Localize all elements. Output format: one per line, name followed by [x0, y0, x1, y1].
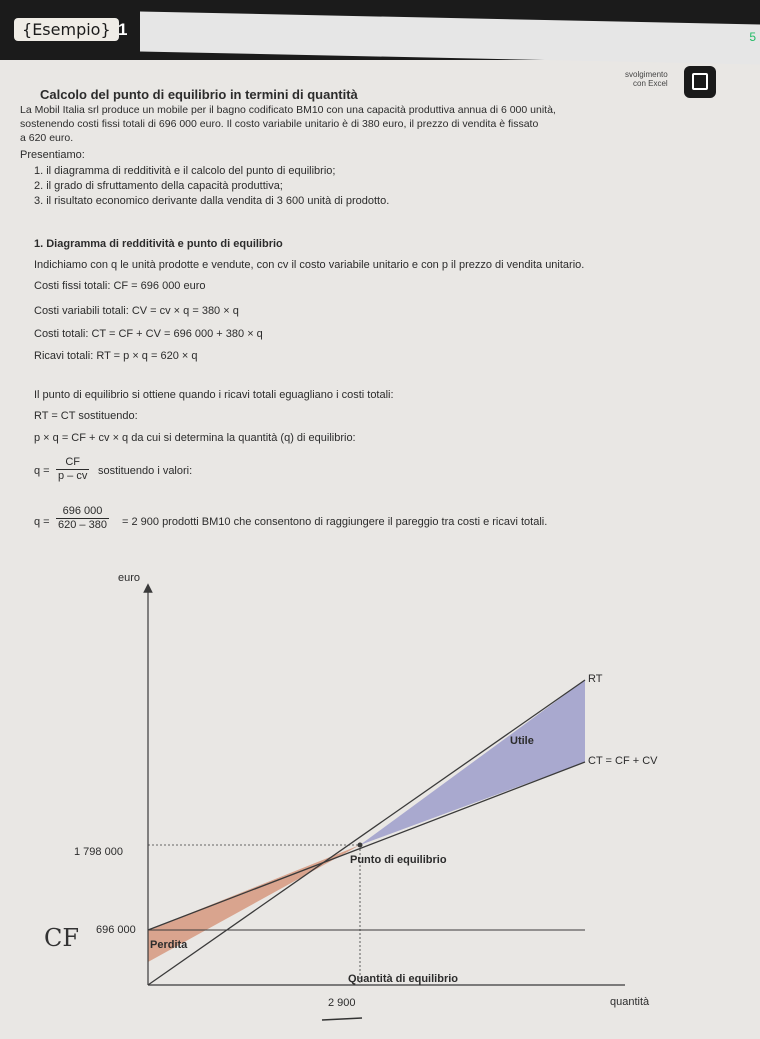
intro-line-2: sostenendo costi fissi totali di 696 000 euro. Il costo variabile unitario è di 380 euro, il prezzo di vendita è fissato — [20, 118, 539, 130]
rt-label: RT — [588, 673, 603, 685]
revenue-line — [148, 680, 585, 985]
equation-3-rest: sostituendo i valori: — [98, 465, 193, 477]
quantity-label: Quantità di equilibrio — [348, 973, 458, 985]
total-costs-formula: Costi totali: CT = CF + CV = 696 000 + 380 × q — [34, 328, 263, 340]
perdita-label: Perdita — [150, 939, 188, 951]
x-tick-break-even: 2 900 — [328, 997, 356, 1009]
list-item: 3. il risultato economico derivante dalla vendita di 3 600 unità di prodotto. — [34, 195, 390, 207]
section-heading: 1. Diagramma di redditività e punto di equilibrio — [34, 238, 283, 250]
example-tag: {Esempio} — [14, 18, 119, 41]
excel-solution-label[interactable]: svolgimento con Excel — [625, 70, 668, 88]
y-tick-break-even: 1 798 000 — [74, 846, 123, 858]
variable-costs-formula: Costi variabili totali: CV = cv × q = 380 × q — [34, 305, 239, 317]
profit-area — [360, 680, 585, 845]
break-even-label: Punto di equilibrio — [350, 854, 447, 866]
intro-line-1: La Mobil Italia srl produce un mobile per il bagno codificato BM10 con una capacità produttiva annua di 6 000 unità, — [20, 104, 556, 116]
equation-4-result: = 2 900 prodotti BM10 che consentono di raggiungere il pareggio tra costi e ricavi totali. — [122, 516, 548, 528]
y-axis-label: euro — [118, 572, 141, 584]
equation-3-lhs: q = — [34, 465, 50, 477]
total-revenue-formula: Ricavi totali: RT = p × q = 620 × q — [34, 350, 198, 362]
section-text: Indichiamo con q le unità prodotte e vendute, con cv il costo variabile unitario e con p il prezzo di vendita unitario. — [34, 259, 585, 271]
equation-1: RT = CT sostituendo: — [34, 410, 138, 422]
page-number: 5 — [749, 30, 756, 44]
x-tick-underline — [322, 1018, 362, 1020]
equation-2: p × q = CF + cv × q da cui si determina la quantità (q) di equilibrio: — [34, 432, 356, 444]
fraction-values: $\frac{696 000}{620 - 380}$ — [58, 505, 107, 531]
page-title: Calcolo del punto di equilibrio in termini di quantità — [40, 87, 358, 102]
equilibrium-intro: Il punto di equilibrio si ottiene quando i ricavi totali eguagliano i costi totali: — [34, 389, 394, 401]
break-even-point — [358, 843, 363, 848]
intro-line-3: a 620 euro. — [20, 132, 74, 144]
present-label: Presentiamo: — [20, 149, 85, 161]
ct-label: CT = CF + CV — [588, 755, 658, 767]
fixed-costs-formula: Costi fissi totali: CF = 696 000 euro — [34, 280, 206, 292]
fraction-cf: $\frac{CF}{p - cv}$ — [58, 456, 88, 482]
y-tick-fixed: 696 000 — [96, 924, 136, 936]
list-item: 2. il grado di sfruttamento della capacità produttiva; — [34, 180, 283, 192]
handwritten-cf-note: CF — [44, 924, 80, 952]
x-axis-label: quantità — [610, 996, 650, 1008]
example-number: 1 — [118, 20, 128, 39]
list-item: 1. il diagramma di redditività e il calcolo del punto di equilibrio; — [34, 165, 336, 177]
total-cost-line — [148, 762, 585, 930]
utile-label: Utile — [510, 735, 534, 747]
equation-4-lhs: q = — [34, 516, 50, 528]
